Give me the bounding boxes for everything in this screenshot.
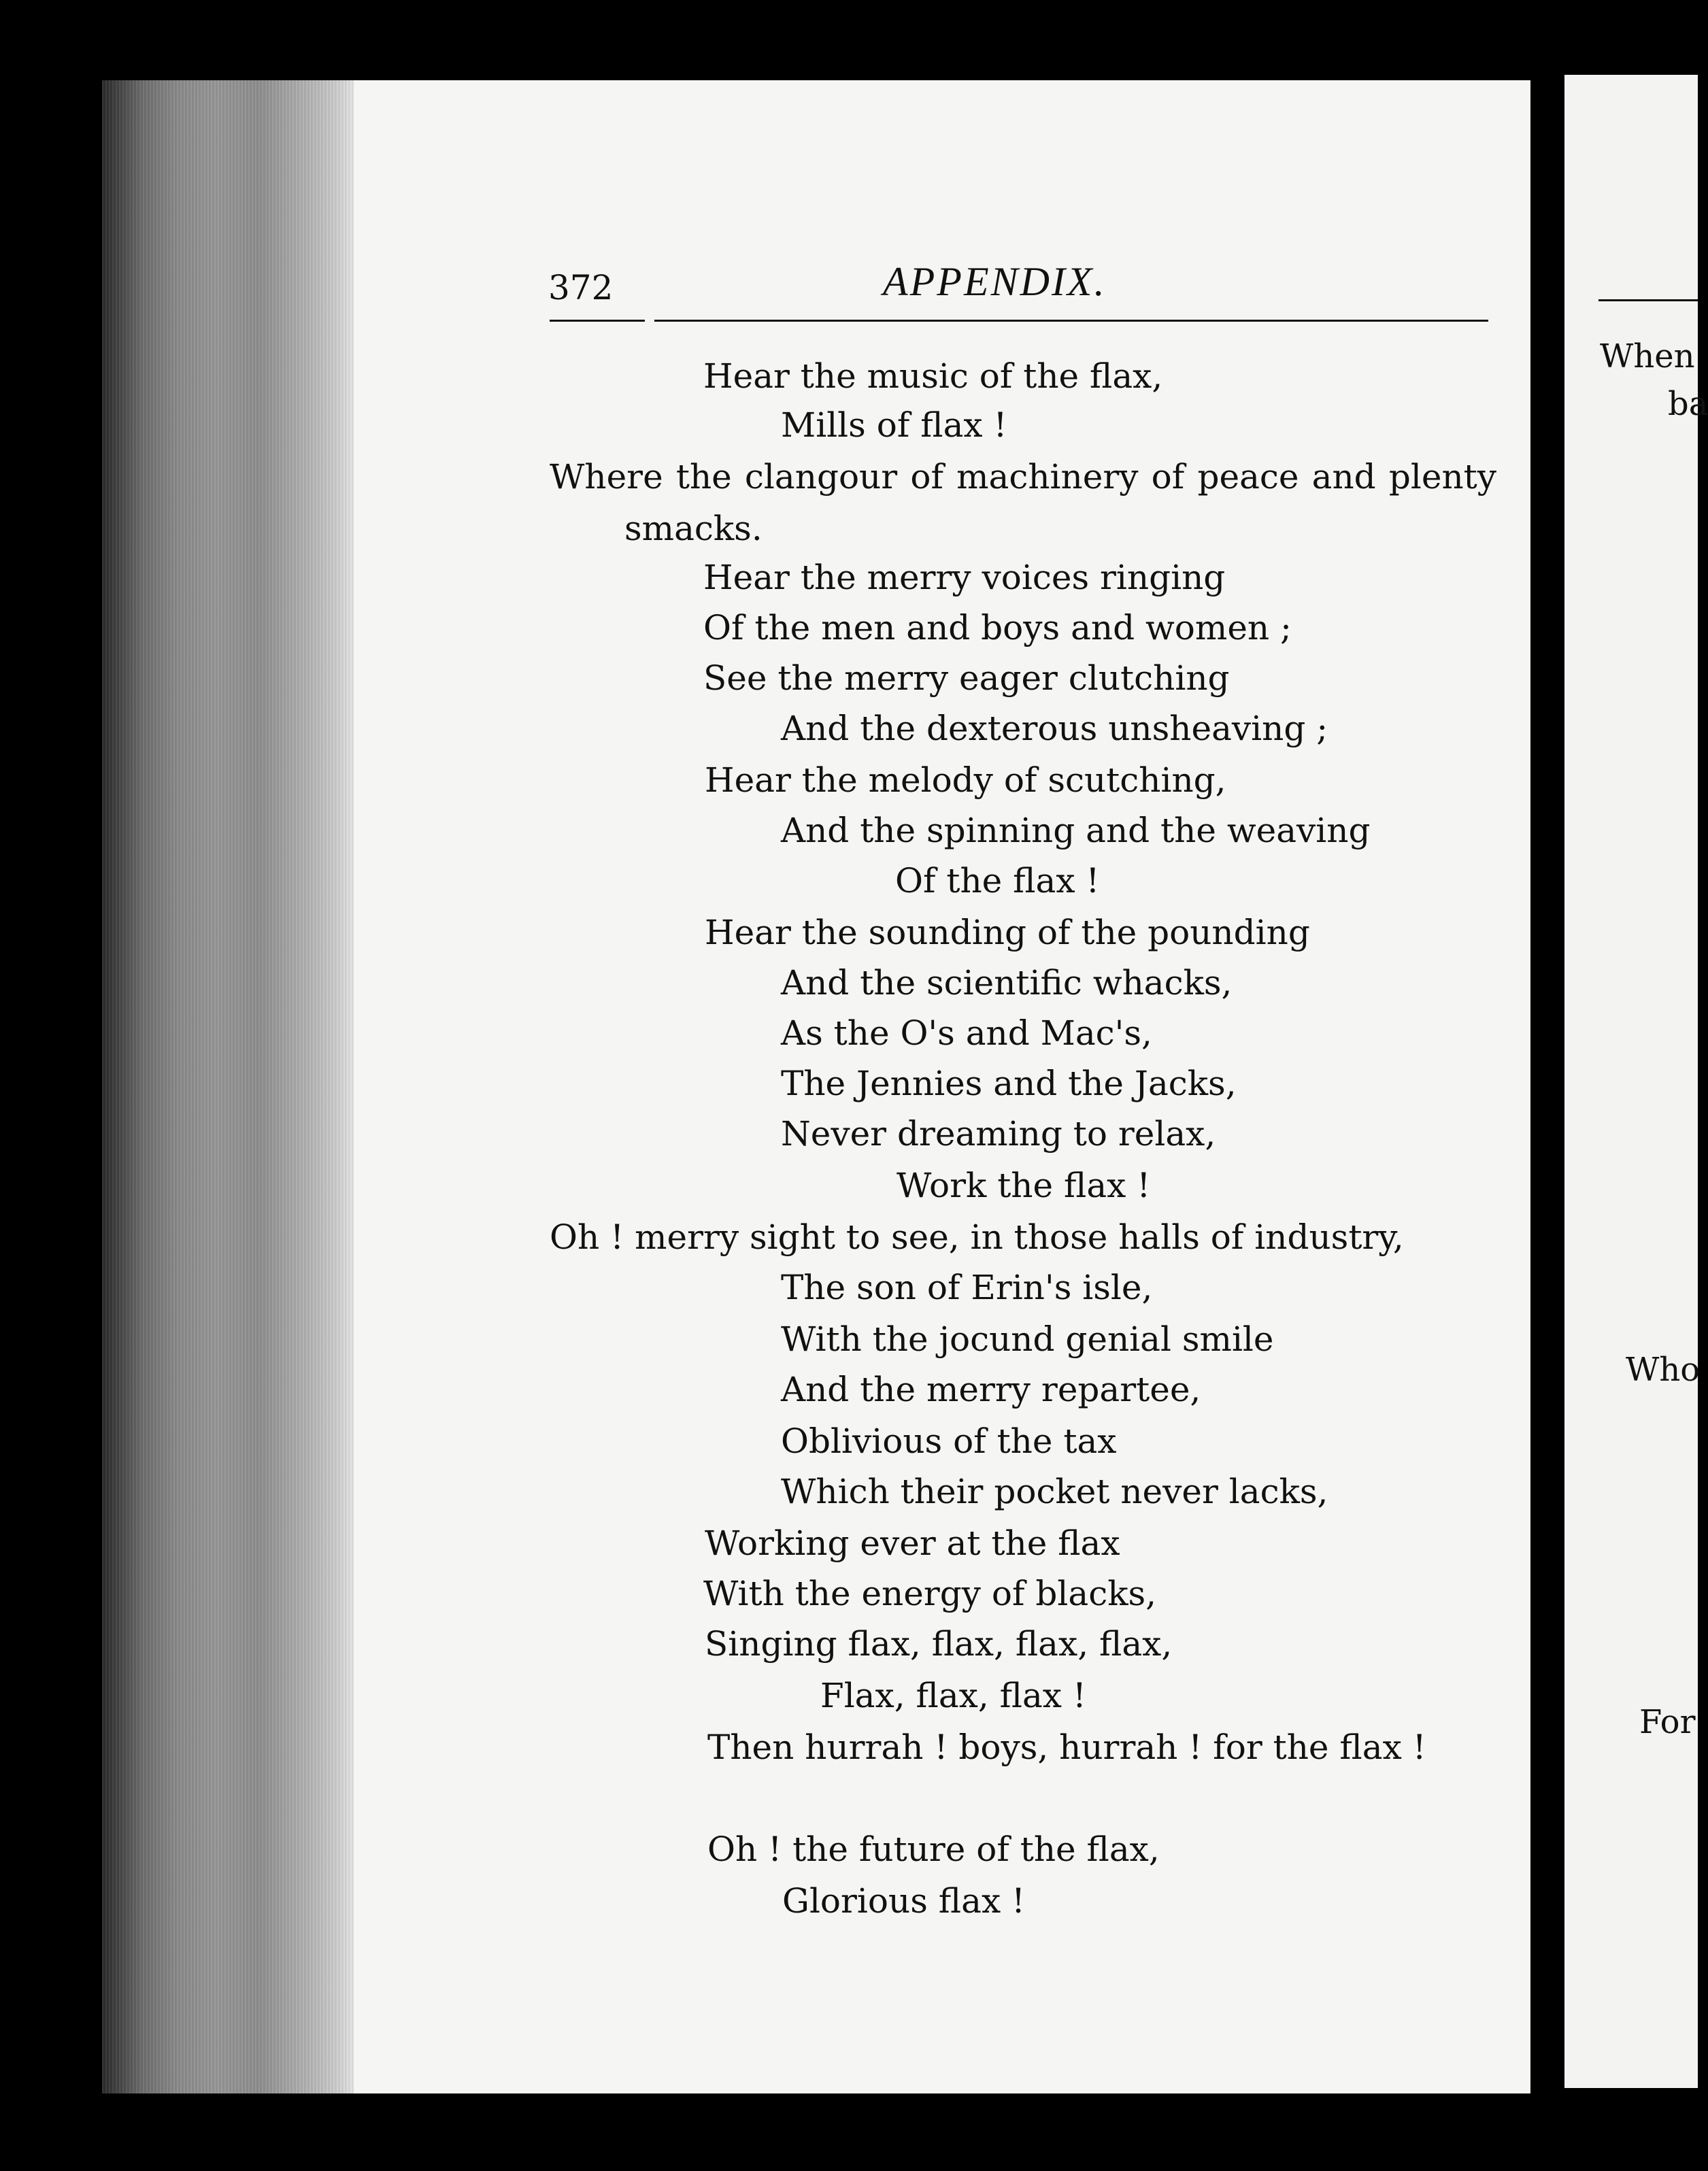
page-number: 372 xyxy=(548,268,614,307)
poem-line: The son of Erin's isle, xyxy=(781,1268,1153,1307)
facing-fragment-ba: ba xyxy=(1668,385,1708,423)
poem-line: Hear the merry voices ringing xyxy=(703,558,1226,597)
poem-line: Which their pocket never lacks, xyxy=(781,1472,1328,1511)
poem-line: See the merry eager clutching xyxy=(703,658,1230,698)
poem-line: With the energy of blacks, xyxy=(703,1574,1157,1613)
poem-line: Hear the music of the flax, xyxy=(703,356,1163,396)
poem-line: And the dexterous unsheaving ; xyxy=(781,709,1328,748)
poem-line: Work the flax ! xyxy=(897,1166,1151,1205)
poem-line: Oh ! merry sight to see, in those halls of industry, xyxy=(550,1217,1404,1257)
poem-line: Working ever at the flax xyxy=(705,1524,1120,1563)
poem-line: Flax, flax, flax ! xyxy=(820,1676,1086,1715)
poem-line: Hear the sounding of the pounding xyxy=(705,913,1310,952)
poem-line: With the jocund genial smile xyxy=(781,1319,1274,1359)
poem-line: Mills of flax ! xyxy=(781,405,1007,445)
running-title: APPENDIX. xyxy=(883,259,1107,304)
poem-line: And the spinning and the weaving xyxy=(781,811,1371,850)
poem-line: And the merry repartee, xyxy=(781,1370,1201,1409)
poem-line: Hear the melody of scutching, xyxy=(705,760,1226,800)
poem-line: Then hurrah ! boys, hurrah ! for the flax ! xyxy=(707,1728,1426,1767)
poem-line: Where the clangour of machinery of peace and plenty xyxy=(550,457,1496,497)
poem-line: The Jennies and the Jacks, xyxy=(781,1064,1237,1103)
poem-line: As the O's and Mac's, xyxy=(781,1013,1152,1053)
poem-line: Oh ! the future of the flax, xyxy=(707,1830,1160,1869)
poem-line: Of the men and boys and women ; xyxy=(703,608,1292,647)
facing-fragment-for: For xyxy=(1639,1703,1696,1741)
poem-line: Of the flax ! xyxy=(895,861,1100,901)
poem-line: Singing flax, flax, flax, flax, xyxy=(705,1624,1173,1664)
poem-line: Glorious flax ! xyxy=(782,1881,1026,1921)
poem-line: And the scientific whacks, xyxy=(781,963,1233,1003)
poem-line: Never dreaming to relax, xyxy=(781,1114,1216,1154)
poem-line: Oblivious of the tax xyxy=(781,1421,1117,1461)
facing-fragment-when: When xyxy=(1600,337,1695,375)
facing-fragment-who: Who xyxy=(1626,1351,1701,1389)
poem-line: smacks. xyxy=(624,509,763,548)
